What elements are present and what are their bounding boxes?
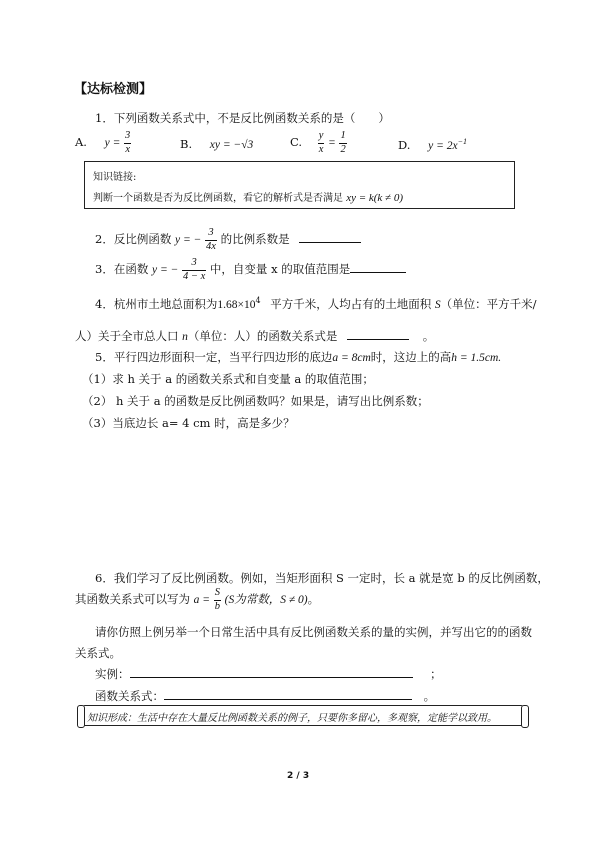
q3-denominator: 4 − x	[183, 270, 206, 282]
q6-formula-label: 函数关系式：	[95, 689, 164, 703]
q4-variable-s: S	[434, 299, 441, 311]
q6-denominator: b	[214, 600, 220, 612]
option-c-rhs-numerator: 1	[340, 130, 346, 141]
q2	[95, 228, 361, 252]
q3-lhs: y = −	[151, 264, 179, 276]
q5-text-b: 时，这边上的高	[370, 350, 452, 364]
q4-text-d: 人）关于全市总人口	[75, 329, 179, 343]
q4-end-mark: 。	[422, 329, 435, 343]
q2-fraction	[205, 228, 217, 252]
q5-height-value: h = 1.5cm.	[451, 352, 502, 364]
knowledge-formation-scroll	[82, 705, 524, 726]
q6-line1: 6．我们学习了反比例函数。例如，当矩形面积 S 一定时，长 a 就是宽 b 的反比例函数，	[95, 571, 549, 585]
option-a-numerator: 3	[125, 130, 131, 141]
q4-text-c: （单位：平方千米/	[440, 297, 537, 311]
q1-option-b	[180, 137, 253, 151]
q6-numerator: S	[214, 587, 220, 598]
q6-line4: 关系式。	[75, 646, 121, 660]
q4-text-b: 平方千米，人均占有的土地面积	[270, 297, 432, 311]
option-c-label: C.	[290, 135, 303, 149]
option-c-lhs-denominator: x	[318, 143, 324, 155]
q1-stem: 1．下列函数关系式中，不是反比例函数关系的是（ ）	[95, 111, 390, 125]
q2-numerator: 3	[208, 227, 214, 238]
q3-numerator: 3	[191, 257, 197, 268]
q4-text-a: 4．杭州市土地总面积为	[95, 297, 218, 311]
q5-sub3: （3）当底边长 a= 4 cm 时，高是多少？	[82, 416, 295, 430]
q6-fraction	[214, 588, 221, 612]
q4-line1	[95, 296, 536, 312]
q5-text-a: 5．平行四边形面积一定，当平行四边形的底边	[95, 350, 333, 364]
option-c-lhs-numerator: y	[318, 130, 324, 141]
q1-option-c	[290, 131, 347, 155]
option-a-denominator: x	[125, 143, 130, 155]
q5-sub1: （1）求 h 关于 a 的函数关系式和自变量 a 的取值范围；	[82, 372, 374, 386]
q3-fraction	[182, 258, 206, 282]
q2-suffix: 的比例系数是	[220, 232, 290, 246]
knowledge-formation-text: 知识形成：生活中存在大量反比例函数关系的例子，只要你多留心，多观察，定能学以致用。	[87, 713, 497, 724]
q3-answer-blank[interactable]	[350, 272, 406, 273]
q6-line2	[75, 588, 319, 612]
q6-condition: (S为常数，S ≠ 0)	[224, 594, 308, 606]
q5-stem	[95, 349, 501, 365]
q1-option-d	[398, 137, 467, 152]
q6-end-mark: 。	[307, 592, 320, 606]
q4-line2	[75, 328, 434, 344]
q2-prefix: 2．反比例函数	[95, 232, 172, 246]
q4-answer-blank[interactable]	[347, 339, 409, 340]
q6-formula-end: 。	[423, 689, 436, 703]
q5-base-value: a = 8cm	[332, 352, 371, 364]
q3-prefix: 3．在函数	[95, 262, 149, 276]
q4-area-exponent: 4	[255, 296, 261, 306]
option-a-lhs: y =	[104, 137, 121, 149]
knowledge-link-sentence: 判断一个函数是否为反比例函数，看它的解析式是否满足	[93, 193, 343, 204]
section-title: 【达标检测】	[74, 82, 153, 97]
option-b-expression: xy = −√3	[209, 139, 254, 151]
option-d-exponent: −1	[457, 137, 467, 146]
q4-text-e: （单位：人）的函数关系式是	[187, 329, 338, 343]
page-number: 2 / 3	[287, 771, 310, 781]
q6-example-row	[95, 666, 442, 682]
q6-formula-row	[95, 688, 435, 704]
option-c-rhs-denominator: 2	[340, 143, 346, 155]
option-c-lhs-fraction	[318, 131, 325, 155]
q6-example-end: ；	[430, 667, 442, 681]
option-a-fraction	[124, 131, 131, 155]
q6-example-blank[interactable]	[130, 677, 413, 678]
q6-formula-blank[interactable]	[164, 699, 412, 700]
knowledge-link-title: 知识链接:	[93, 172, 137, 183]
option-d-expression: y = 2x	[428, 139, 458, 152]
option-a-label: A.	[75, 135, 87, 149]
knowledge-link-box	[84, 161, 515, 209]
q2-lhs: y = −	[174, 234, 202, 246]
q6-example-label: 实例：	[95, 667, 130, 681]
q1-option-a	[75, 131, 131, 155]
knowledge-link-text	[93, 189, 403, 204]
q3	[95, 258, 406, 282]
q6-lhs: a =	[193, 594, 211, 606]
knowledge-link-formula: xy = k(k ≠ 0)	[346, 192, 404, 204]
q5-sub2: （2） h 关于 a 的函数是反比例函数吗？如果是，请写出比例系数；	[82, 394, 429, 408]
q3-suffix: 中，自变量 x 的取值范围是	[209, 262, 351, 276]
option-b-label: B.	[180, 137, 193, 151]
option-c-equals: =	[328, 137, 336, 149]
q4-area-value: 1.68×10	[217, 299, 256, 311]
q6-line3: 请你仿照上例另举一个日常生活中具有反比例函数关系的量的实例，并写出它的的函数	[95, 625, 532, 639]
q6-text-a: 其函数关系式可以写为	[75, 592, 190, 606]
q4-variable-n: n	[182, 331, 188, 343]
q2-denominator: 4x	[206, 240, 216, 252]
q2-answer-blank[interactable]	[299, 242, 361, 243]
option-c-rhs-fraction	[339, 131, 346, 155]
option-d-label: D.	[398, 137, 411, 152]
